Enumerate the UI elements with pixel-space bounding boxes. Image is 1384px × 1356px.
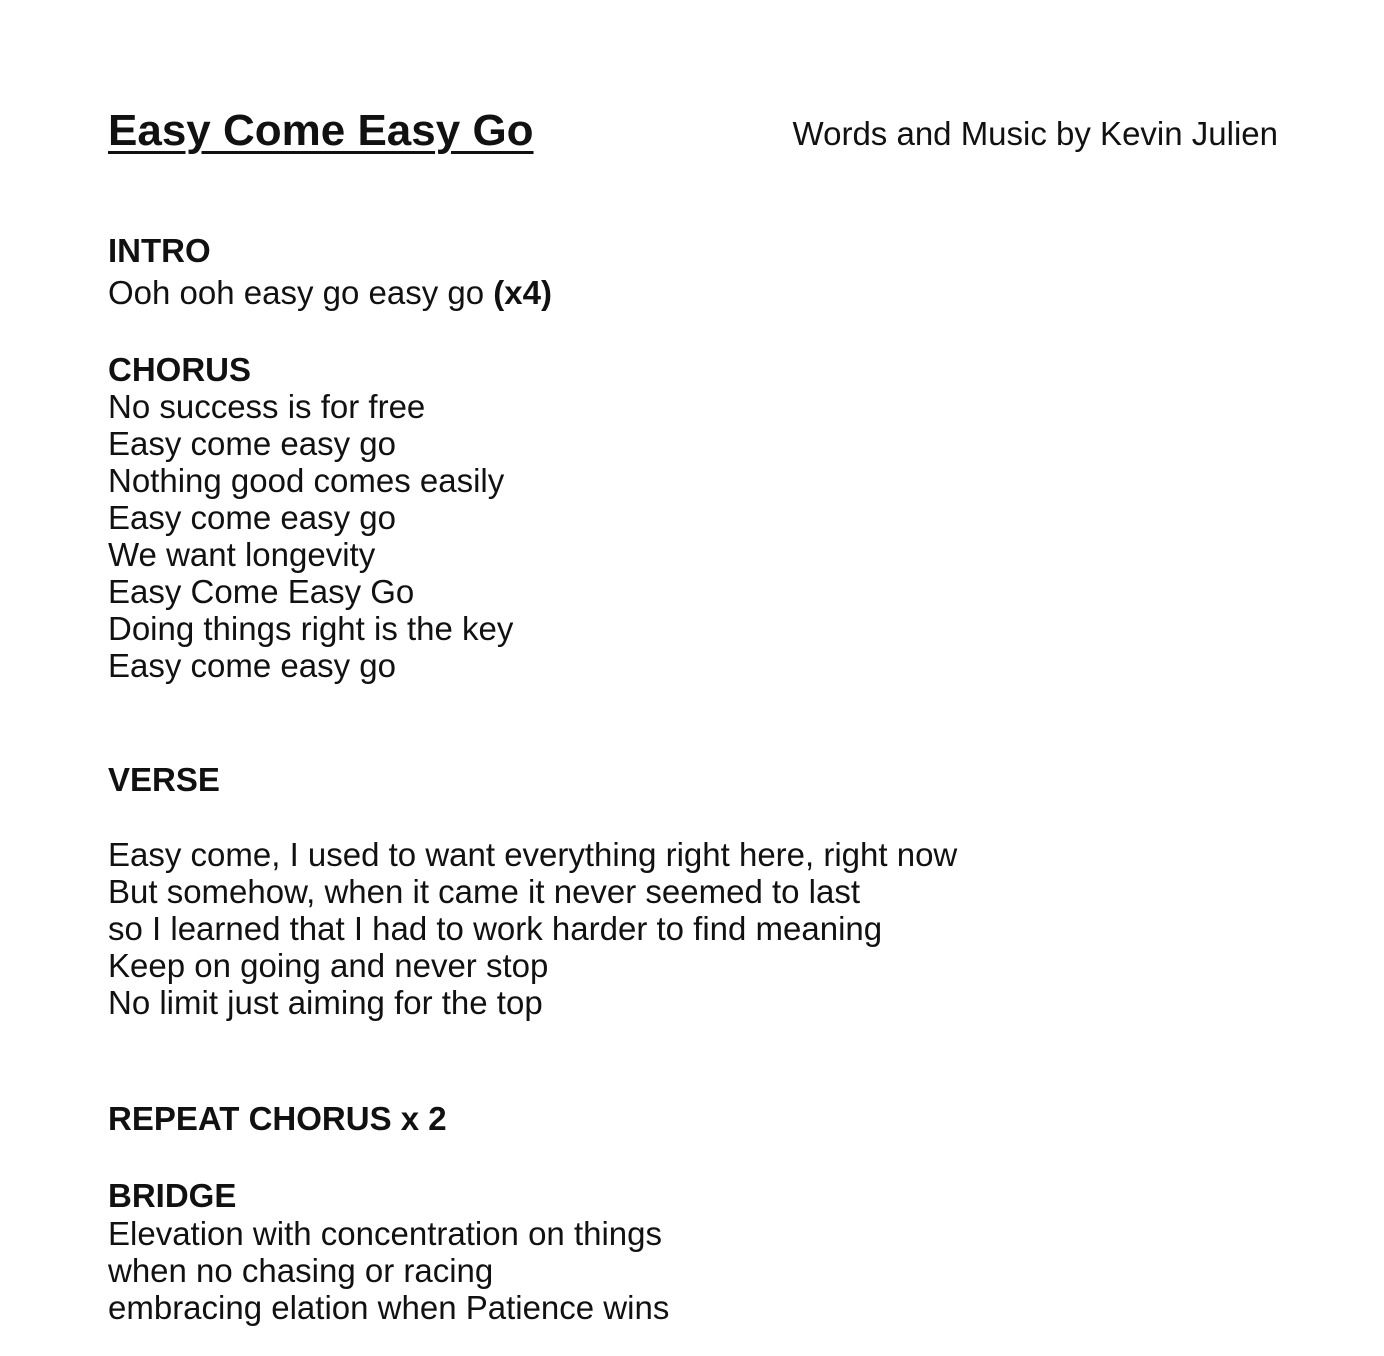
bridge-line: when no chasing or racing <box>108 1252 494 1289</box>
chorus-line: Easy come easy go <box>108 425 396 462</box>
chorus-line: No success is for free <box>108 388 426 425</box>
song-credit: Words and Music by Kevin Julien <box>792 115 1278 152</box>
verse-line: Keep on going and never stop <box>108 947 549 984</box>
chorus-line: Easy come easy go <box>108 647 396 684</box>
song-title: Easy Come Easy Go <box>108 106 534 155</box>
chorus-line: We want longevity <box>108 536 376 573</box>
intro-line-text: Ooh ooh easy go easy go <box>108 274 494 311</box>
verse-line: But somehow, when it came it never seemed to last <box>108 873 861 910</box>
verse-line: No limit just aiming for the top <box>108 984 543 1021</box>
chorus-line: Easy Come Easy Go <box>108 573 415 610</box>
verse-line: Easy come, I used to want everything right here, right now <box>108 836 958 873</box>
intro-repeat-marker: (x4) <box>493 274 552 311</box>
repeat-chorus-heading: REPEAT CHORUS x 2 <box>108 1100 447 1137</box>
verse-line: so I learned that I had to work harder to find meaning <box>108 910 883 947</box>
intro-heading: INTRO <box>108 232 211 269</box>
chorus-line: Nothing good comes easily <box>108 462 505 499</box>
verse-heading: VERSE <box>108 761 220 798</box>
intro-line <box>108 273 552 313</box>
chorus-heading: CHORUS <box>108 351 252 388</box>
bridge-heading: BRIDGE <box>108 1177 237 1214</box>
chorus-line: Easy come easy go <box>108 499 396 536</box>
bridge-line: embracing elation when Patience wins <box>108 1289 670 1326</box>
bridge-line: Elevation with concentration on things <box>108 1215 663 1252</box>
chorus-line: Doing things right is the key <box>108 610 514 647</box>
